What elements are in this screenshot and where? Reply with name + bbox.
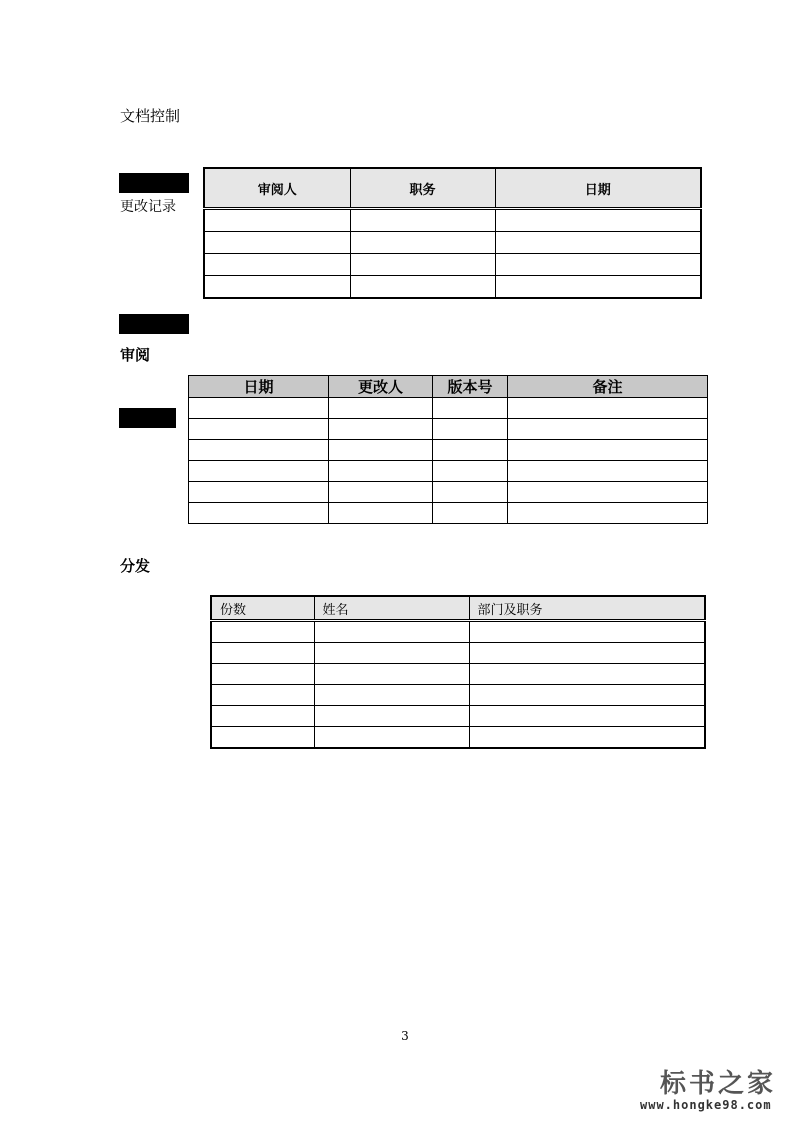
table-row bbox=[204, 209, 701, 232]
header-modifier: 更改人 bbox=[329, 376, 433, 398]
header-name: 姓名 bbox=[314, 596, 469, 621]
table-row bbox=[211, 643, 705, 664]
table-row bbox=[189, 461, 708, 482]
redaction-bar bbox=[119, 173, 189, 193]
header-date: 日期 bbox=[495, 168, 701, 209]
page-title: 文档控制 bbox=[120, 107, 181, 125]
change-record-label: 更改记录 bbox=[120, 199, 176, 215]
header-copies: 份数 bbox=[211, 596, 314, 621]
distribution-table bbox=[210, 595, 706, 749]
table-row bbox=[211, 727, 705, 749]
redaction-bar bbox=[119, 408, 176, 428]
table-row bbox=[204, 232, 701, 254]
redaction-bar bbox=[119, 314, 189, 334]
reviewer-table bbox=[203, 167, 702, 299]
table-row bbox=[211, 664, 705, 685]
table-row bbox=[211, 706, 705, 727]
header-position: 职务 bbox=[350, 168, 495, 209]
table-row bbox=[204, 276, 701, 299]
watermark-logo-text: 标书之家 bbox=[660, 1069, 777, 1099]
table-row bbox=[204, 254, 701, 276]
table-row bbox=[189, 398, 708, 419]
revision-table bbox=[188, 375, 708, 524]
table-row bbox=[189, 440, 708, 461]
watermark-url: www.hongke98.com bbox=[640, 1098, 772, 1112]
header-date: 日期 bbox=[189, 376, 329, 398]
review-heading: 审阅 bbox=[120, 346, 151, 364]
table-row bbox=[189, 419, 708, 440]
table-row bbox=[211, 621, 705, 643]
header-reviewer: 审阅人 bbox=[204, 168, 350, 209]
table-row bbox=[189, 482, 708, 503]
header-remarks: 备注 bbox=[508, 376, 708, 398]
table-row bbox=[211, 685, 705, 706]
header-department: 部门及职务 bbox=[469, 596, 705, 621]
header-version: 版本号 bbox=[433, 376, 508, 398]
table-row bbox=[189, 503, 708, 524]
page-number: 3 bbox=[401, 1029, 409, 1043]
distribution-heading: 分发 bbox=[120, 557, 151, 575]
